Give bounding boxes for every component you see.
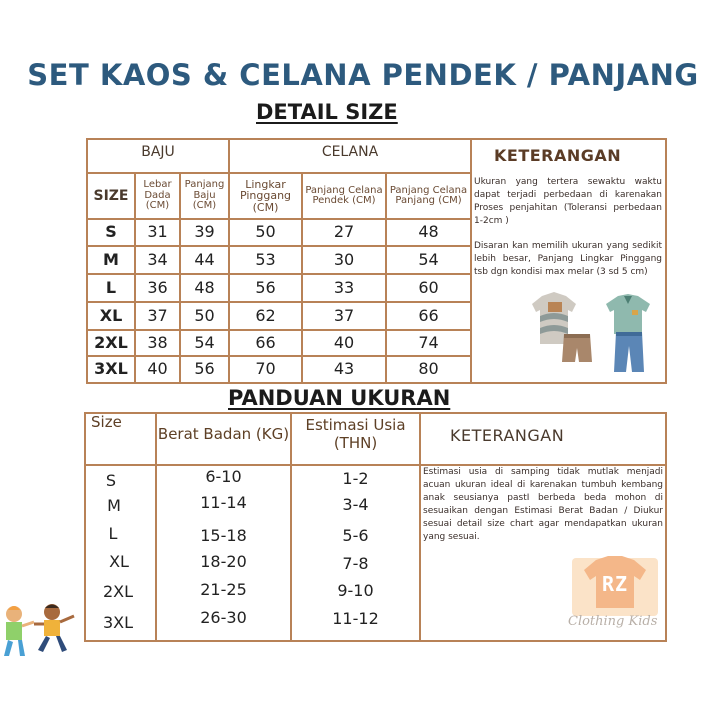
keterangan-note-2: Disaran kan memilih ukuran yang sedikit lebih besar, Panjang Lingkar Pinggang tsb dgn kondisi max melar (3 sd 5 cm)	[474, 241, 662, 277]
col-lebar-dada-header: Lebar Dada (CM)	[143, 179, 172, 212]
kids-playing-illustration	[0, 600, 80, 666]
size-cell: 3XL	[94, 359, 128, 379]
size-cell: M	[107, 495, 121, 515]
value-cell: 80	[418, 359, 439, 379]
size-cell: L	[108, 523, 118, 543]
value-cell: 38	[147, 332, 168, 352]
berat-cell: 15-18	[200, 525, 247, 545]
keterangan-note-1: Ukuran yang tertera sewaktu waktu dapat terjadi perbedaan di karenakan Proses penjahitan (Toleransi perbedaan 1-2cm )	[474, 177, 662, 226]
detail-size-heading: DETAIL SIZE	[256, 100, 398, 124]
value-cell: 31	[147, 222, 168, 242]
khaki-shorts-icon	[562, 334, 592, 362]
value-cell: 66	[418, 305, 439, 325]
value-cell: 54	[194, 332, 215, 352]
value-cell: 50	[194, 305, 215, 325]
blue-jeans-icon	[614, 332, 644, 372]
usia-cell: 1-2	[342, 468, 369, 488]
value-cell: 60	[418, 277, 439, 297]
logo-monogram: RZ	[601, 572, 629, 596]
brand-logo	[566, 548, 664, 640]
berat-cell: 6-10	[205, 466, 242, 486]
value-cell: 37	[147, 305, 168, 325]
value-cell: 70	[255, 359, 276, 379]
size-cell: 3XL	[102, 612, 134, 632]
value-cell: 50	[255, 222, 276, 242]
berat-cell: 21-25	[200, 579, 247, 599]
col-panjang-baju-header: Panjang Baju (CM)	[184, 179, 225, 212]
page-title: SET KAOS & CELANA PENDEK / PANJANG	[27, 58, 699, 92]
size-cell: XL	[99, 305, 123, 325]
panduan-keterangan-title: KETERANGAN	[450, 426, 565, 445]
usia-cell: 9-10	[337, 580, 374, 600]
product-illustration	[528, 290, 662, 376]
usia-cell: 7-8	[342, 553, 369, 573]
usia-cell: 11-12	[332, 608, 379, 628]
green-polo-icon	[606, 294, 650, 334]
berat-cell: 11-14	[200, 492, 247, 512]
size-cell: XL	[109, 551, 129, 571]
value-cell: 37	[333, 305, 355, 325]
value-cell: 43	[333, 359, 355, 379]
col-celana-pendek-header: Panjang Celana Pendek (CM)	[305, 184, 383, 206]
usia-cell: 3-4	[342, 494, 369, 514]
value-cell: 33	[333, 277, 355, 297]
value-cell: 40	[147, 359, 168, 379]
value-cell: 39	[194, 222, 215, 242]
col-berat-badan-header: Berat Badan (KG)	[157, 425, 290, 443]
size-cell: L	[105, 277, 117, 297]
berat-cell: 26-30	[200, 607, 247, 627]
group-baju-header: BAJU	[141, 143, 175, 160]
size-cell: 2XL	[102, 581, 134, 601]
value-cell: 27	[333, 222, 355, 242]
value-cell: 36	[147, 277, 168, 297]
logo-text: Clothing Kids	[568, 614, 658, 629]
child-right-icon	[34, 604, 74, 652]
size-cell: S	[105, 222, 117, 242]
value-cell: 48	[418, 222, 439, 242]
size-cell: 2XL	[94, 332, 128, 352]
panduan-keterangan-note: Estimasi usia di samping tidak mutlak menjadi acuan ukuran ideal di karenakan tumbuh kembang anak seusianya pastI berbeda beda mohon di sesuaikan dengan Estimasi Berat Badan / Diukur sesuai detail size chart agar mendapatkan ukuran yang sesuai.	[423, 467, 663, 542]
value-cell: 34	[147, 249, 168, 269]
usia-cell: 5-6	[342, 525, 369, 545]
panduan-ukuran-heading: PANDUAN UKURAN	[228, 386, 451, 410]
value-cell: 66	[255, 332, 276, 352]
col-lingkar-pinggang-header: Lingkar Pinggang (CM)	[239, 177, 292, 214]
group-celana-header: CELANA	[321, 143, 379, 160]
value-cell: 44	[194, 249, 215, 269]
col-celana-panjang-header: Panjang Celana Panjang (CM)	[389, 184, 468, 206]
col-size-header: SIZE	[93, 187, 129, 204]
berat-cell: 18-20	[200, 551, 247, 571]
value-cell: 30	[333, 249, 355, 269]
size-cell: S	[105, 470, 117, 490]
value-cell: 74	[418, 332, 439, 352]
col-size-header: Size	[91, 413, 122, 431]
value-cell: 40	[333, 332, 355, 352]
child-left-icon	[4, 606, 34, 656]
value-cell: 53	[255, 249, 276, 269]
value-cell: 56	[255, 277, 276, 297]
col-estimasi-usia-header: Estimasi Usia (THN)	[305, 416, 406, 452]
value-cell: 62	[255, 305, 276, 325]
value-cell: 48	[194, 277, 215, 297]
size-cell: M	[103, 249, 119, 269]
value-cell: 54	[418, 249, 439, 269]
keterangan-title: KETERANGAN	[494, 146, 622, 165]
value-cell: 56	[194, 359, 215, 379]
